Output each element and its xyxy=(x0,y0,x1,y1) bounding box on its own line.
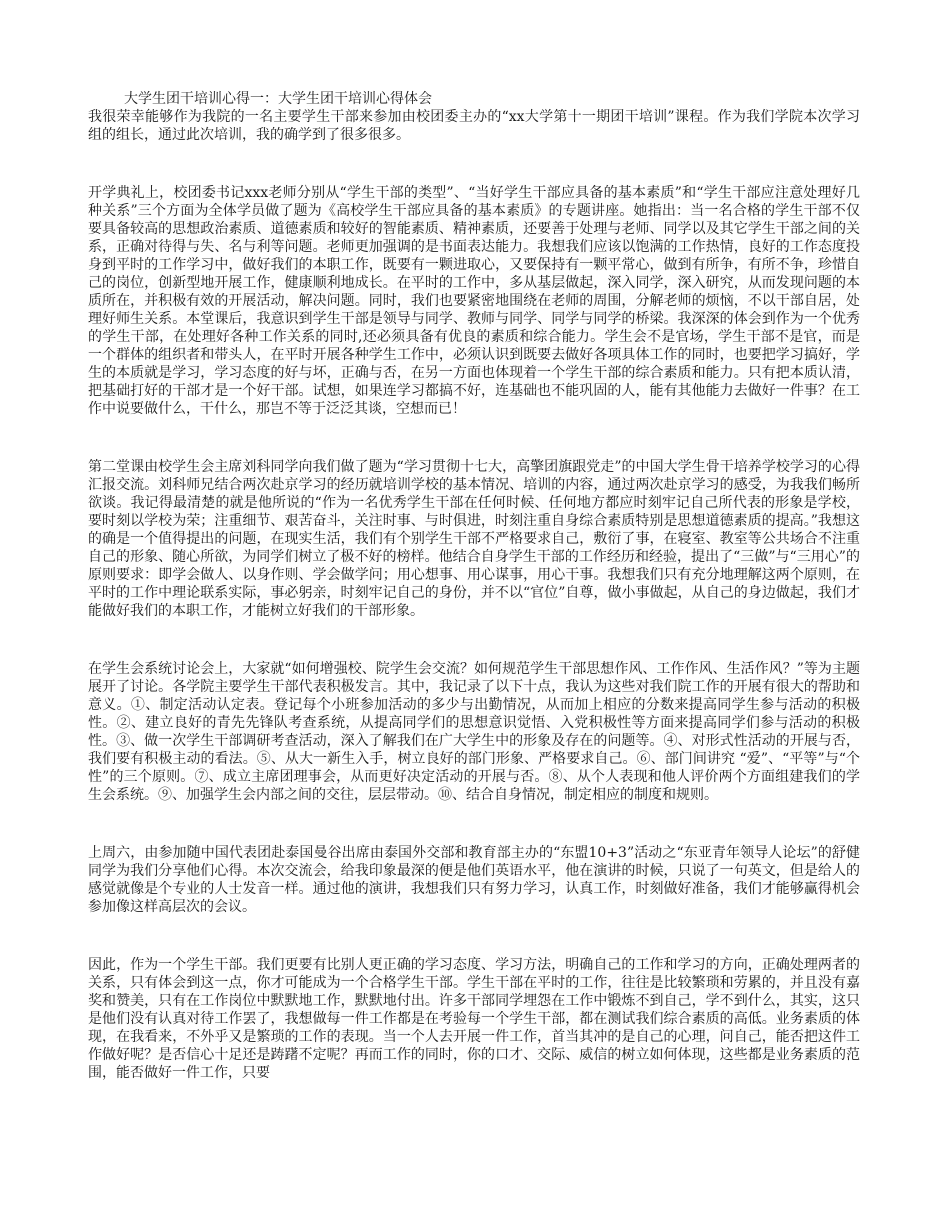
paragraph-asean-forum: 上周六，由参加随中国代表团赴泰国曼谷出席由泰国外交部和教育部主办的“东盟10+3”活动之“东亚青年领导人论坛”的舒健同学为我们分享他们心得。本次交流会，给我印象最深的便是他们英语水平，他在演讲的时候，只说了一句英文，但是给人的感觉就像是个专业的人士发音一样。通过他的演讲，我想我们只有努力学习，认真工作，时刻做好准备，我们才能够赢得机会参加像这样高层次的会议。 xyxy=(88,845,860,915)
paragraph-spacer xyxy=(88,916,860,956)
document-title: 大学生团干培训心得一：大学生团干培训心得体会 xyxy=(124,91,432,107)
paragraph-conclusion: 因此，作为一个学生干部。我们更要有比别人更正确的学习态度、学习方法，明确自己的工作和学习的方向，正确处理两者的关系，只有体会到这一点，你才可能成为一个合格学生干部。学生干部在平时的工作，往往是比较繁琐和劳累的，并且没有嘉奖和赞美，只有在工作岗位中默默地工作，默默地付出。许多干部同学埋怨在工作中锻炼不到自己，学不到什么，其实，这只是他们没有认真对待工作罢了，我想做每一件工作都是在考验每一个学生干部，都在测试我们综合素质的高低。业务素质的体现，在我看来，不外乎又是繁琐的工作的表现。当一个人去开展一件工作，首当其冲的是自己的心理，问自己，能否把这件工作做好呢？是否信心十足还是踌躇不定呢？再而工作的同时，你的口才、交际、威信的树立如何体现，这些都是业务素质的范围，能否做好一件工作，只要 xyxy=(88,957,860,1081)
paragraph-second-lesson: 第二堂课由校学生会主席刘科同学向我们做了题为“学习贯彻十七大，高擎团旗跟党走”的中国大学生骨干培养学校学习的心得汇报交流。刘科师兄结合两次赴京学习的经历就培训学校的基本情况、培训的内容，通过两次赴京学习的感受，为我我们畅所欲谈。我记得最清楚的就是他所说的“作为一名优秀学生干部在任何时候、任何地方都应时刻牢记自己所代表的形象是学校，要时刻以学校为荣；注重细节、艰苦奋斗，关注时事、与时俱进，时刻注重自身综合素质特别是思想道德素质的提高。”我想这的确是一个值得提出的问题，在现实生活，我们有个别学生干部不严格要求自己，敷衍了事，在寝室、教室等公共场合不注重自己的形象、随心所欲，为同学们树立了极不好的榜样。他结合自身学生干部的工作经历和经验，提出了“三做”与“三用心”的原则要求：即学会做人、以身作则、学会做学问；用心想事、用心谋事，用心干事。我想我们只有充分地理解这两个原则，在平时的工作中理论联系实际，事必躬亲，时刻牢记自己的身份，并不以“官位”自尊，做小事做起，从自己的身边做起，我们才能做好我们的本职工作，才能树立好我们的干部形象。 xyxy=(88,459,860,619)
paragraph-spacer xyxy=(88,804,860,844)
paragraph-spacer xyxy=(88,144,860,184)
paragraph-spacer xyxy=(88,418,860,458)
paragraph-opening-ceremony: 开学典礼上，校团委书记xxx老师分别从“学生干部的类型”、“当好学生干部应具备的基本素质”和“学生干部应注意处理好几种关系”三个方面为全体学员做了题为《高校学生干部应具备的基本素质》的专题讲座。她指出：当一名合格的学生干部不仅要具备较高的思想政治素质、道德素质和较好的智能素质、精神素质，还要善于处理与老师、同学以及其它学生干部之间的关系，正确对待得与失、名与利等问题。老师更加强调的是书面表达能力。我想我们应该以饱满的工作热情，良好的工作态度投身到平时的工作学习中，做好我们的本职工作，既要有一颗进取心，又要保持有一颗平常心，做到有所争，有所不争，珍惜自己的岗位，创新型地开展工作，健康顺利地成长。在平时的工作中，多从基层做起，深入同学，深入研究，从而发现问题的本质所在，并积极有效的开展活动，解决问题。同时，我们也要紧密地围绕在老师的周围，分解老师的烦恼，不以干部自居，处理好师生关系。本堂课后，我意识到学生干部是领导与同学、教师与同学、同学与同学的桥梁。我深深的体会到作为一个优秀的学生干部，在处理好各种工作关系的同时,还必须具备有优良的素质和综合能力。学生会不是官场，学生干部不是官，而是一个群体的组织者和带头人，在平时开展各种学生工作中，必须认识到既要去做好各项具体工作的同时，也要把学习搞好，学生的本质就是学习，学习态度的好与坏，正确与否，在另一方面也体现着一个学生干部的综合素质和能力。只有把本质认清，把基础打好的干部才是一个好干部。试想，如果连学习都搞不好，连基础也不能巩固的人，能有其他能力去做好一件事？在工作中说要做什么，干什么，那岂不等于泛泛其谈，空想而已！ xyxy=(88,185,860,417)
paragraph-spacer xyxy=(88,620,860,660)
paragraph-discussion: 在学生会系统讨论会上，大家就“如何增强校、院学生会交流？如何规范学生干部思想作风、工作作风、生活作风？”等为主题展开了讨论。各学院主要学生干部代表积极发言。其中，我记录了以下十点，我认为这些对我们院工作的开展有很大的帮助和意义。①、制定活动认定表。登记每个小班参加活动的多少与出勤情况，从而加上相应的分数来提高同学生参与活动的积极性。②、建立良好的青先先锋队考查系统，从提高同学们的思想意识觉悟、入党积极性等方面来提高同学们参与活动的积极性。③、做一次学生干部调研考查活动，深入了解我们在广大学生中的形象及存在的问题等。④、对形式性活动的开展与否，我们要有积极主动的看法。⑤、从大一新生入手，树立良好的部门形象、严格要求自己。⑥、部门间讲究 “爱”、“平等”与“个性”的三个原则。⑦、成立主席团理事会，从而更好决定活动的开展与否。⑧、从个人表现和他人评价两个方面组建我们的学生会系统。⑨、加强学生会内部之间的交往，层层带动。⑩、结合自身情况，制定相应的制度和规则。 xyxy=(88,661,860,803)
paragraph-intro: 我很荣幸能够作为我院的一名主要学生干部来参加由校团委主办的“xx大学第十一期团干培训”课程。作为我们学院本次学习组的组长，通过此次培训，我的确学到了很多很多。 xyxy=(88,109,860,143)
document-page xyxy=(88,90,860,1082)
